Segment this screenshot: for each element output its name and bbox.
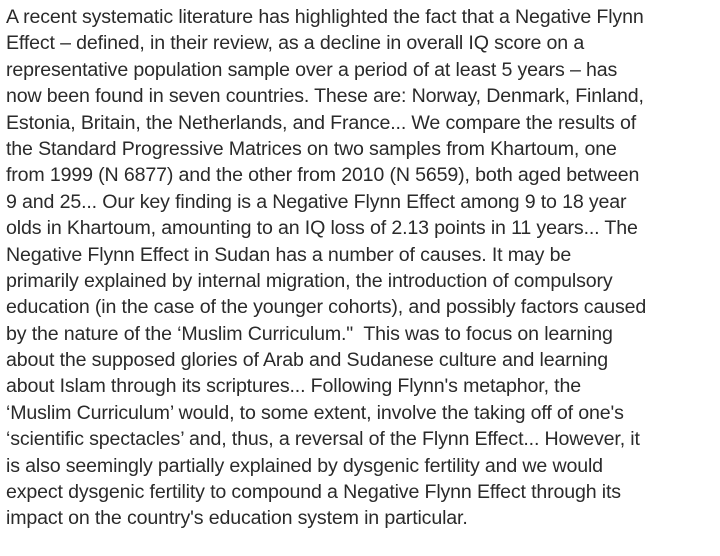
quoted-text-block bbox=[6, 4, 718, 532]
text-line: impact on the country's education system in particular. bbox=[6, 507, 468, 530]
text-line: Negative Flynn Effect in Sudan has a number of causes. It may be bbox=[6, 243, 572, 266]
text-line: about the supposed glories of Arab and Sudanese culture and learning bbox=[6, 349, 609, 372]
text-line: is also seemingly partially explained by dysgenic fertility and we would bbox=[6, 454, 603, 477]
text-line: A recent systematic literature has highlighted the fact that a Negative Flynn bbox=[6, 6, 644, 28]
text-line: now been found in seven countries. These are: Norway, Denmark, Finland, bbox=[6, 85, 644, 108]
text-line: Effect – defined, in their review, as a decline in overall IQ score on a bbox=[6, 32, 585, 55]
text-line: Estonia, Britain, the Netherlands, and France... We compare the results of bbox=[6, 111, 637, 134]
text-line: about Islam through its scriptures... Following Flynn's metaphor, the bbox=[6, 375, 581, 398]
text-line: education (in the case of the younger cohorts), and possibly factors caused bbox=[6, 296, 647, 319]
text-line: olds in Khartoum, amounting to an IQ loss of 2.13 points in 11 years... The bbox=[6, 217, 638, 240]
text-line: ‘Muslim Curriculum’ would, to some extent, involve the taking off of one's bbox=[6, 401, 624, 424]
text-line: ‘scientific spectacles’ and, thus, a reversal of the Flynn Effect... However, it bbox=[6, 428, 640, 451]
text-line: primarily explained by internal migration, the introduction of compulsory bbox=[6, 269, 613, 292]
text-line: expect dysgenic fertility to compound a Negative Flynn Effect through its bbox=[6, 481, 621, 504]
text-line: from 1999 (N 6877) and the other from 2010 (N 5659), both aged between bbox=[6, 164, 640, 187]
text-line: by the nature of the ‘Muslim Curriculum." This was to focus on learning bbox=[6, 322, 613, 345]
text-line: the Standard Progressive Matrices on two samples from Khartoum, one bbox=[6, 137, 617, 160]
text-line: 9 and 25... Our key finding is a Negative Flynn Effect among 9 to 18 year bbox=[6, 190, 627, 213]
text-line: representative population sample over a period of at least 5 years – has bbox=[6, 58, 618, 81]
